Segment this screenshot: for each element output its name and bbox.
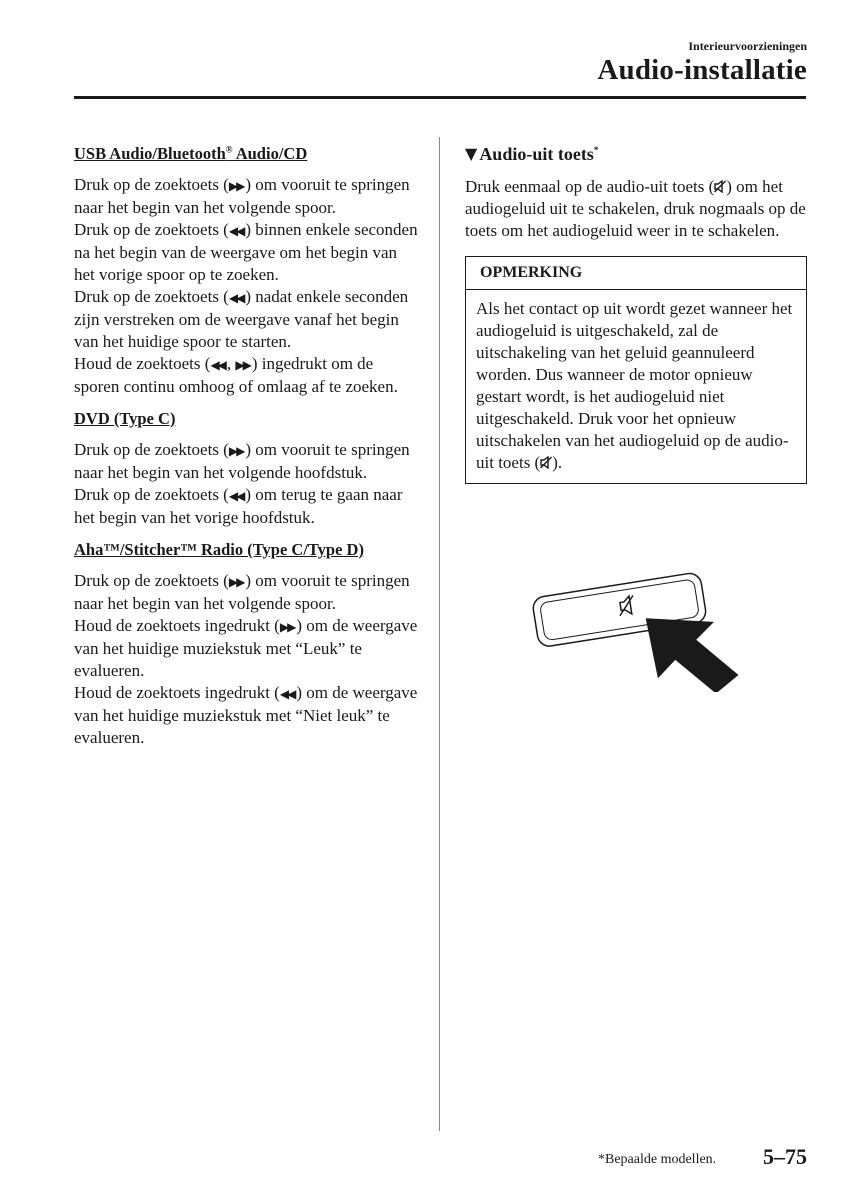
dvd-paragraph-1: Druk op de zoektoets (▶▶ ) om vooruit te springen naar het begin van het volgende hoofdstuk. bbox=[74, 440, 410, 482]
usb-paragraph-3: Druk op de zoektoets (◀◀ ) nadat enkele seconden zijn verstreken om de weergave vanaf het begin van het huidige spoor te starten. bbox=[74, 287, 409, 351]
note-title: OPMERKING bbox=[466, 257, 806, 290]
mute-button-illustration bbox=[528, 567, 740, 692]
next-track-icon: ▶▶ bbox=[228, 179, 244, 193]
header-section-label: Interieurvoorzieningen bbox=[688, 39, 807, 53]
dvd-paragraph-2: Druk op de zoektoets (◀◀ ) om terug te gaan naar het begin van het vorige hoofdstuk. bbox=[74, 485, 403, 527]
aha-paragraph-1: Druk op de zoektoets (▶▶ ) om vooruit te springen naar het begin van het volgende spoor. bbox=[74, 571, 410, 613]
dvd-heading: DVD (Type C) bbox=[74, 409, 176, 428]
previous-track-icon: ◀◀ bbox=[228, 291, 244, 305]
right-column bbox=[465, 143, 807, 484]
next-track-icon: ▶▶ bbox=[228, 575, 244, 589]
note-box bbox=[465, 256, 807, 484]
previous-track-icon: ◀◀ bbox=[228, 224, 244, 238]
page-number: 5–75 bbox=[763, 1144, 807, 1169]
note-body: Als het contact op uit wordt gezet wanneer het audiogeluid is uitgeschakeld, zal de uitschakeling van het geluid geannuleerd worden. Dus wanneer de motor opnieuw gestart wordt, is het audiogeluid niet uitgeschakeld. Druk voor het opnieuw uitschakelen van het audiogeluid op de audio-uit toets ( ). bbox=[476, 299, 793, 472]
triangle-marker-icon: ▼ bbox=[465, 144, 478, 163]
usb-paragraph-2: Druk op de zoektoets (◀◀ ) binnen enkele seconden na het begin van de weergave om het begin van het vorige spoor op te zoeken. bbox=[74, 220, 418, 284]
header-rule bbox=[74, 96, 806, 99]
aha-paragraph-2: Houd de zoektoets ingedrukt (▶▶ ) om de weergave van het huidige muziekstuk met “Leuk” te evalueren. bbox=[74, 616, 418, 680]
next-track-icon: ▶▶ bbox=[279, 620, 295, 634]
column-divider bbox=[439, 137, 440, 1131]
footnote: *Bepaalde modellen. bbox=[598, 1152, 717, 1167]
pointer-arrow-icon bbox=[650, 622, 733, 689]
usb-paragraph-1: Druk op de zoektoets (▶▶ ) om vooruit te springen naar het begin van het volgende spoor. bbox=[74, 175, 410, 217]
audio-mute-heading: ▼ Audio-uit toets* bbox=[465, 144, 599, 164]
usb-paragraph-4: Houd de zoektoets (◀◀ , ▶▶ ) ingedrukt om de sporen continu omhoog of omlaag af te zoeken. bbox=[74, 354, 398, 396]
previous-track-icon: ◀◀ bbox=[228, 489, 244, 503]
page-title: Audio-installatie bbox=[597, 54, 807, 86]
next-track-icon: ▶▶ bbox=[235, 358, 250, 372]
aha-heading: Aha™/Stitcher™ Radio (Type C/Type D) bbox=[74, 540, 364, 559]
next-track-icon: ▶▶ bbox=[228, 444, 244, 458]
previous-track-icon: ◀◀ bbox=[210, 358, 225, 372]
previous-track-icon: ◀◀ bbox=[279, 687, 295, 701]
mute-icon bbox=[714, 180, 726, 193]
usb-heading: USB Audio/Bluetooth® Audio/CD bbox=[74, 144, 308, 163]
mute-icon bbox=[540, 456, 552, 469]
left-column bbox=[74, 143, 419, 749]
aha-paragraph-3: Houd de zoektoets ingedrukt (◀◀ ) om de weergave van het huidige muziekstuk met “Niet leuk” te evalueren. bbox=[74, 683, 418, 747]
audio-mute-paragraph: Druk eenmaal op de audio-uit toets ( ) om het audiogeluid uit te schakelen, druk nogmaals op de toets om het audiogeluid weer in te schakelen. bbox=[465, 177, 806, 240]
